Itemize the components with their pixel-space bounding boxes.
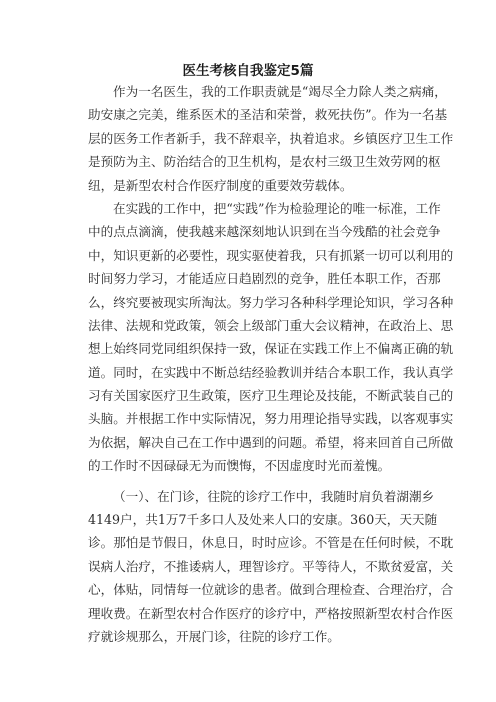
paragraph-1-line-2: 助安康之完美，维系医术的圣洁和荣誉，救死扶伤”。作为一名基 <box>88 107 448 123</box>
paragraph-3-line-6: 理收费。在新型农村合作医疗的诊疗中，严格按照新型农村合作医 <box>88 605 454 621</box>
paragraph-2-line-8: 道。同时，在实践中不断总结经验教训并结合本职工作，我认真学 <box>88 364 454 380</box>
paragraph-3-line-4: 误病人治疗，不推诿病人，理智诊疗。平等待人，不欺贫爱富，关 <box>88 558 454 574</box>
paragraph-2-line-7: 想上始终同党同组织保持一致，保证在实践工作上不偏离正确的轨 <box>88 341 454 357</box>
paragraph-3-line-2: 4149户，共1万7千多口人及处来人口的安康。360天，天天随 <box>88 512 438 528</box>
paragraph-1-line-3: 层的医务工作者新手，我不辞艰辛，执着追求。乡镇医疗卫生工作 <box>88 130 454 146</box>
paragraph-2-line-11: 为依据，解决自己在工作中遇到的问题。希望，将来回首自己所做 <box>88 434 454 450</box>
document-title: 医生考核自我鉴定5篇 <box>182 63 314 79</box>
document-body <box>88 80 454 648</box>
paragraph-2-line-1: 在实践的工作中，把“实践”作为检验理论的唯一标准，工作 <box>113 200 441 216</box>
paragraph-2-line-5: 么，终究要被现实所淘汰。努力学习各种科学理论知识，学习各种 <box>88 294 454 310</box>
paragraph-3-line-1: （一）、在门诊，往院的诊疗工作中，我随时肩负着湖潮乡 <box>113 488 435 504</box>
paragraph-2-line-12: 的工作时不因碌碌无为而懊悔，不因虚度时光而羞愧。 <box>88 458 391 474</box>
paragraph-3-line-7: 疗就诊规那么，开展门诊，往院的诊疗工作。 <box>88 628 340 644</box>
paragraph-2-line-6: 法律、法规和党政策，领会上级部门重大会议精神，在政治上、思 <box>88 317 454 333</box>
paragraph-3-line-5: 心，体贴，同情每一位就诊的患者。做到合理检查、合理治疗，合 <box>88 582 454 598</box>
paragraph-2-line-2: 中的点点滴滴，使我越来越深刻地认识到在当今残酷的社会竞争 <box>88 224 441 240</box>
paragraph-1-line-4: 是预防为主、防治结合的卫生机构，是农村三级卫生效劳网的枢 <box>88 154 441 170</box>
paragraph-3-line-3: 诊。那怕是节假日，休息日，时时应诊。不管是在任何时候，不耽 <box>88 535 454 551</box>
paragraph-2-line-10: 头脑。并根据工作中实际情况，努力用理论指导实践，以客观事实 <box>88 411 454 427</box>
paragraph-1-line-1: 作为一名医生，我的工作职责就是“竭尽全力除人类之病痛， <box>113 84 447 99</box>
paragraph-2-line-3: 中，知识更新的必要性，现实驱使着我，只有抓紧一切可以利用的 <box>88 247 454 263</box>
paragraph-2-line-4: 时间努力学习，才能适应日趋剧烈的竞争，胜任本职工作，否那 <box>88 271 441 287</box>
paragraph-1-line-5: 纽，是新型农村合作医疗制度的重要效劳载体。 <box>88 177 353 193</box>
paragraph-2-line-9: 习有关国家医疗卫生政策，医疗卫生理论及技能，不断武装自己的 <box>88 388 454 404</box>
